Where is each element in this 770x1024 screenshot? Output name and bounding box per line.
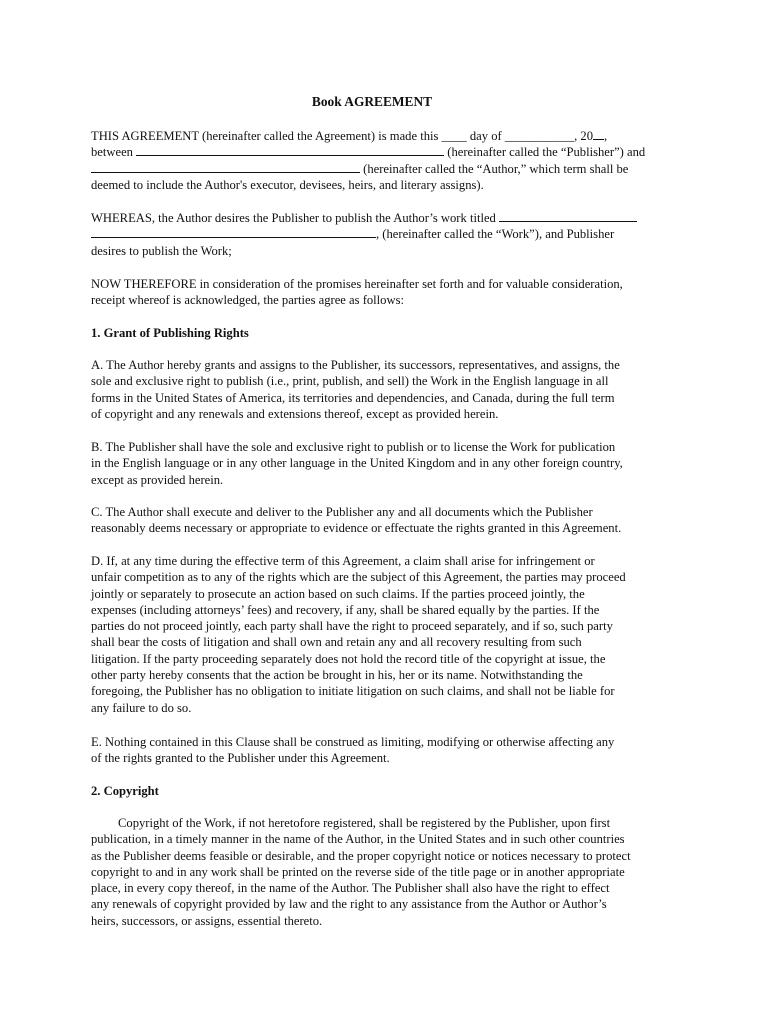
intro-line: deemed to include the Author's executor, devisees, heirs, and literary assigns). xyxy=(91,177,484,192)
section-heading-copyright: 2. Copyright xyxy=(91,784,159,798)
publisher-name-blank[interactable] xyxy=(136,144,444,156)
intro-text: (hereinafter called the “Publisher”) and xyxy=(447,145,646,160)
clause-1a xyxy=(91,357,687,422)
clause-line: copyright to and in any work shall be printed on the reverse side of the title page or in another appropriate xyxy=(91,864,625,879)
clause-text: Copyright of the Work, if not heretofore registered, shall be registered by the Publisher, upon first xyxy=(118,816,611,830)
intro-text: THIS AGREEMENT (hereinafter called the Agreement) is made this ____ day of ___________, 20 xyxy=(91,129,594,143)
clause-line: foregoing, the Publisher has no obligation to initiate litigation on such claims, and shall not be liable for xyxy=(91,684,615,699)
copyright-paragraph xyxy=(91,815,687,929)
clause-1c xyxy=(91,504,687,537)
clause-line: jointly or separately to prosecute an action based on such claims. If the parties proceed jointly, the xyxy=(91,586,585,601)
intro-text: , xyxy=(604,129,608,143)
clause-line: A. The Author hereby grants and assigns to the Publisher, its successors, representatives, and assigns, the xyxy=(91,358,620,372)
now-therefore-paragraph xyxy=(91,276,687,309)
clause-line: other party hereby consents that the action be brought in his, her or its name. Notwithstanding the xyxy=(91,668,583,683)
clause-line: sole and exclusive right to publish (i.e., print, publish, and sell) the Work in the English language in all xyxy=(91,374,609,389)
clause-line: publication, in a timely manner in the name of the Author, in the United States and in such other countries xyxy=(91,832,625,847)
clause-line: forms in the United States of America, its territories and dependencies, and Canada, during the full term xyxy=(91,390,615,405)
clause-line: parties do not proceed jointly, each party shall have the right to proceed separately, and if so, such party xyxy=(91,619,613,634)
now-therefore-line: receipt whereof is acknowledged, the parties agree as follows: xyxy=(91,293,404,308)
clause-line: B. The Publisher shall have the sole and exclusive right to publish or to license the Work for publication xyxy=(91,440,616,454)
intro-line xyxy=(91,144,687,160)
year-blank[interactable] xyxy=(593,128,604,140)
clause-line: in the English language or in any other language in the United Kingdom and in any other foreign country, xyxy=(91,456,623,471)
whereas-paragraph xyxy=(91,210,687,259)
intro-text: (hereinafter called the “Author,” which term shall be xyxy=(363,161,629,176)
whereas-line xyxy=(91,226,687,242)
whereas-text: , (hereinafter called the “Work”), and Publisher xyxy=(376,227,615,242)
clause-line: as the Publisher deems feasible or desirable, and the proper copyright notice or notices necessary to protect xyxy=(91,848,631,863)
whereas-line xyxy=(91,210,687,226)
clause-line: litigation. If the party proceeding separately does not hold the record title of the copyright at issue, the xyxy=(91,651,606,666)
clause-line: shall bear the costs of litigation and shall own and retain any and all recovery resulting from such xyxy=(91,635,582,650)
clause-line xyxy=(91,815,687,831)
clause-line: place, in every copy thereof, in the name of the Author. The Publisher shall also have the right to effect xyxy=(91,881,610,896)
clause-line: reasonably deems necessary or appropriate to evidence or effectuate the rights granted in this Agreement. xyxy=(91,521,622,536)
clause-1d xyxy=(91,553,687,716)
clause-line: heirs, successors, or assigns, essential thereto. xyxy=(91,913,323,928)
author-name-blank[interactable] xyxy=(91,161,360,173)
clause-line: D. If, at any time during the effective term of this Agreement, a claim shall arise for infringement or xyxy=(91,554,595,568)
clause-line: C. The Author shall execute and deliver to the Publisher any and all documents which the Publisher xyxy=(91,505,593,519)
intro-paragraph xyxy=(91,128,687,193)
clause-1b xyxy=(91,439,687,488)
clause-line: any renewals of copyright provided by law and the right to any assistance from the Author or Author’s xyxy=(91,897,607,912)
section-heading-grant-of-publishing-rights: 1. Grant of Publishing Rights xyxy=(91,326,249,340)
clause-line: any failure to do so. xyxy=(91,700,192,715)
intro-line xyxy=(91,128,687,144)
clause-line: except as provided herein. xyxy=(91,472,224,487)
clause-line: of the rights granted to the Publisher under this Agreement. xyxy=(91,751,390,766)
clause-line: unfair competition as to any of the rights which are the subject of this Agreement, the parties may proceed xyxy=(91,570,626,585)
work-title-blank[interactable] xyxy=(499,210,637,222)
intro-text: between xyxy=(91,145,133,160)
clause-1e xyxy=(91,734,687,767)
whereas-text: WHEREAS, the Author desires the Publisher to publish the Author’s work titled xyxy=(91,211,496,225)
whereas-line: desires to publish the Work; xyxy=(91,243,232,258)
clause-line: E. Nothing contained in this Clause shall be construed as limiting, modifying or otherwise affecting any xyxy=(91,735,615,749)
work-title-blank-continued[interactable] xyxy=(91,226,376,238)
now-therefore-line: NOW THEREFORE in consideration of the promises hereinafter set forth and for valuable consideration, xyxy=(91,277,623,291)
document-title: Book AGREEMENT xyxy=(311,94,433,109)
clause-line: of copyright and any renewals and extensions thereof, except as provided herein. xyxy=(91,406,499,421)
intro-line xyxy=(91,161,687,177)
clause-line: expenses (including attorneys’ fees) and recovery, if any, shall be shared equally by the parties. If the xyxy=(91,602,600,617)
